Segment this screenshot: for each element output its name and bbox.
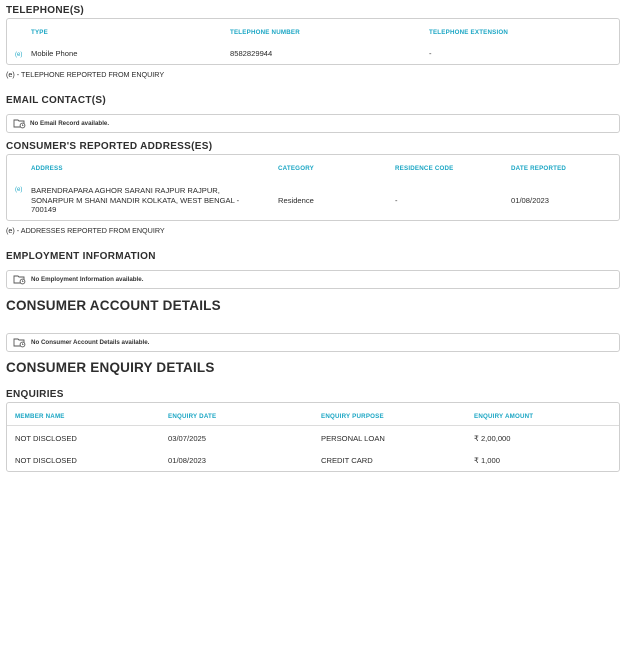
address-date-reported: 01/08/2023 xyxy=(511,196,550,205)
accounts-empty-box xyxy=(6,333,620,352)
addresses-note: (e) - ADDRESSES REPORTED FROM ENQUIRY xyxy=(6,226,165,235)
addresses-header-row xyxy=(7,155,619,177)
enquiries-table xyxy=(6,402,620,472)
col-header-enquiry-date: ENQUIRY DATE xyxy=(168,413,217,420)
col-header-type: TYPE xyxy=(31,29,48,36)
enquiry-member: NOT DISCLOSED xyxy=(15,434,77,443)
col-header-residence-code: RESIDENCE CODE xyxy=(395,165,454,172)
telephones-header-row xyxy=(7,19,619,41)
email-empty-text: No Email Record available. xyxy=(30,120,110,127)
folder-clock-icon xyxy=(13,118,26,129)
address-category: Residence xyxy=(278,196,314,205)
col-header-enquiry-amount: ENQUIRY AMOUNT xyxy=(474,413,534,420)
telephone-number: 8582829944 xyxy=(230,49,273,58)
enquiry-date: 03/07/2025 xyxy=(168,434,207,443)
accounts-title: CONSUMER ACCOUNT DETAILS xyxy=(6,298,221,313)
address-residence-code: - xyxy=(395,196,398,205)
telephones-table xyxy=(6,18,620,65)
enquiry-purpose: CREDIT CARD xyxy=(321,456,373,465)
enquiries-header-row xyxy=(7,403,619,426)
enquiry-date: 01/08/2023 xyxy=(168,456,207,465)
enquiry-member: NOT DISCLOSED xyxy=(15,456,77,465)
col-header-enquiry-purpose: ENQUIRY PURPOSE xyxy=(321,413,384,420)
telephone-type: Mobile Phone xyxy=(31,49,78,58)
folder-clock-icon xyxy=(13,274,26,285)
telephone-extension: - xyxy=(429,49,432,58)
addresses-title: CONSUMER'S REPORTED ADDRESS(ES) xyxy=(6,141,213,152)
enquiry-amount: ₹ 2,00,000 xyxy=(474,434,511,443)
col-header-member-name: MEMBER NAME xyxy=(15,413,65,420)
enquiry-amount: ₹ 1,000 xyxy=(474,456,500,465)
enquiry-marker: (e) xyxy=(15,52,23,58)
employment-empty-text: No Employment Information available. xyxy=(31,276,144,283)
telephones-note: (e) - TELEPHONE REPORTED FROM ENQUIRY xyxy=(6,70,165,79)
enquiry-details-title: CONSUMER ENQUIRY DETAILS xyxy=(6,360,215,375)
enquiries-subtitle: ENQUIRIES xyxy=(6,389,64,400)
col-header-date-reported: DATE REPORTED xyxy=(511,165,567,172)
employment-empty-box xyxy=(6,270,620,289)
col-header-address: ADDRESS xyxy=(31,165,63,172)
enquiry-marker: (e) xyxy=(15,187,23,193)
address-text: BARENDRAPARA AGHOR SARANI RAJPUR RAJPUR, SONARPUR M SHANI MANDIR KOLKATA, WEST BENGAL - 700149 xyxy=(31,186,240,214)
employment-title: EMPLOYMENT INFORMATION xyxy=(6,251,156,262)
folder-clock-icon xyxy=(13,337,26,348)
email-empty-box xyxy=(6,114,620,133)
accounts-empty-text: No Consumer Account Details available. xyxy=(31,339,150,346)
telephones-title: TELEPHONE(S) xyxy=(6,5,85,16)
email-title: EMAIL CONTACT(S) xyxy=(6,95,106,106)
col-header-telephone-extension: TELEPHONE EXTENSION xyxy=(429,29,509,36)
col-header-category: CATEGORY xyxy=(278,165,314,172)
enquiry-purpose: PERSONAL LOAN xyxy=(321,434,385,443)
col-header-telephone-number: TELEPHONE NUMBER xyxy=(230,29,300,36)
addresses-table xyxy=(6,154,620,221)
